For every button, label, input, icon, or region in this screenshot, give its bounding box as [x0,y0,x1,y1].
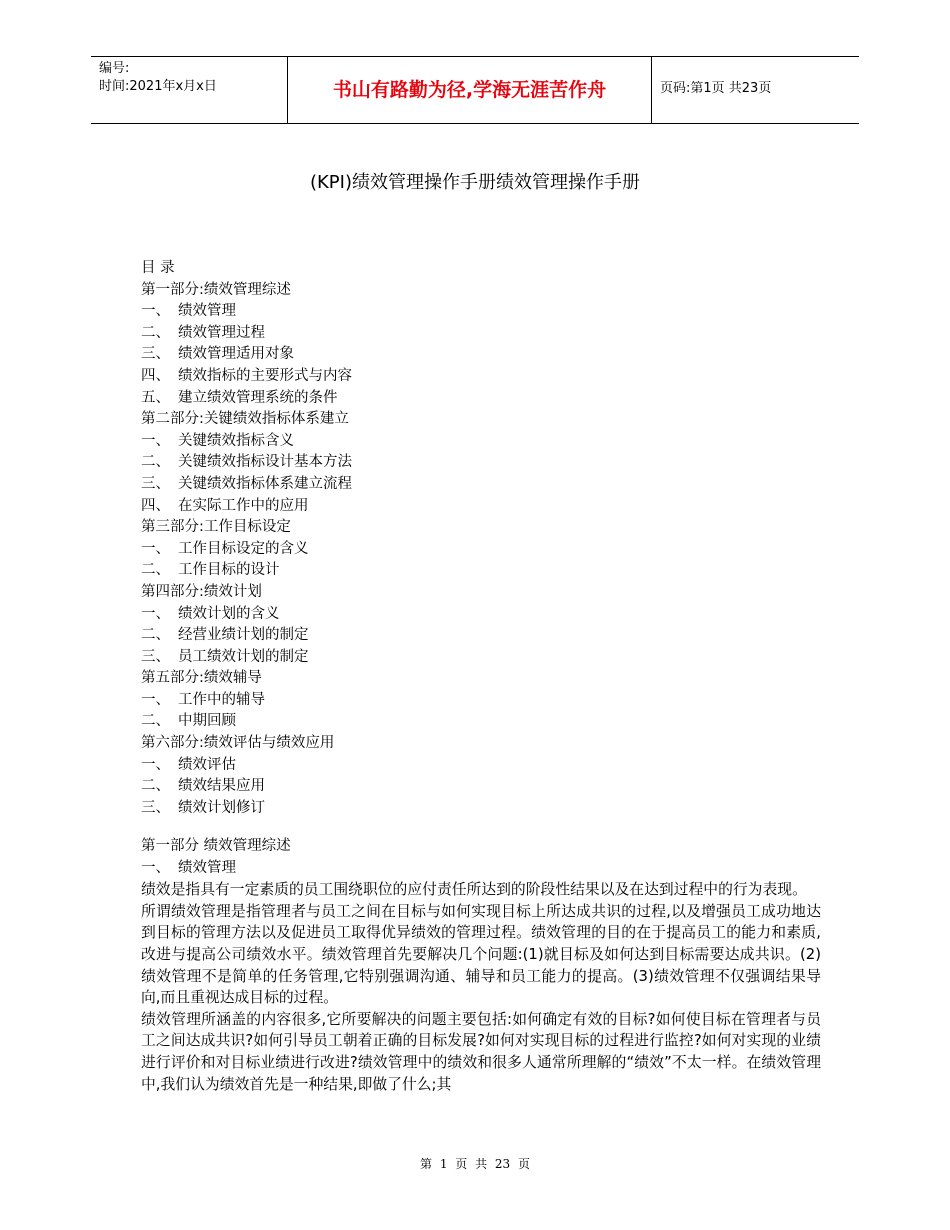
toc-item-number: 二、 [141,454,170,471]
toc-item-number: 三、 [141,475,170,492]
number-label: 编号: [99,61,130,76]
toc-item-text: 绩效评估 [178,756,236,773]
toc-item [141,366,831,388]
toc-item-text: 第六部分:绩效评估与绩效应用 [141,735,335,752]
toc-item-text: 绩效管理 [178,303,236,320]
toc-item-text: 绩效计划的含义 [178,605,280,622]
toc-item-text: 工作目标的设计 [178,562,280,579]
toc-item-text: 绩效指标的主要形式与内容 [178,367,352,384]
toc-item-text: 关键绩效指标设计基本方法 [178,454,352,471]
toc-item-number: 一、 [141,432,170,449]
toc-item-text: 第五部分:绩效辅导 [141,670,262,687]
toc-item-number: 一、 [141,303,170,320]
toc-part-heading [141,582,831,604]
toc-item-text: 员工绩效计划的制定 [178,648,309,665]
paragraph: 绩效管理所涵盖的内容很多,它所要解决的问题主要包括:如何确定有效的目标?如何使目标在管理者与员工之间达成共识?如何引导员工朝着正确的目标发展?如何对实现目标的过程进行监控?如何对实现的业绩进行评价和对目标业绩进行改进?绩效管理中的绩效和很多人通常所理解的“绩效”不太一样。在绩效管理中,我们认为绩效首先是一种结果,即做了什么;其 [141,1010,821,1093]
toc-item-number: 二、 [141,562,170,579]
toc-item-text: 绩效结果应用 [178,778,265,795]
toc-item-number: 一、 [141,540,170,557]
toc-item-text: 绩效计划修订 [178,799,265,816]
page-info: 页码:第1页 共23页 [660,81,772,96]
toc-item-number: 一、 [141,691,170,708]
section-part-one [141,836,821,1095]
toc-item-number: 二、 [141,778,170,795]
toc-item [141,647,831,669]
toc-item-text: 第二部分:关键绩效指标体系建立 [141,411,349,428]
toc-item [141,711,831,733]
motto-text: 书山有路勤为径,学海无涯苦作舟 [332,79,607,101]
toc-item [141,604,831,626]
toc-item-number: 四、 [141,497,170,514]
toc-item [141,560,831,582]
toc-item-number: 五、 [141,389,170,406]
toc-list [141,280,831,820]
toc-item [141,388,831,410]
toc-item [141,431,831,453]
toc-item [141,776,831,798]
toc-item-number: 三、 [141,346,170,363]
toc-item-number: 二、 [141,324,170,341]
toc-item [141,755,831,777]
toc-item-text: 关键绩效指标体系建立流程 [178,475,352,492]
time-line: 时间:2021年x月x日 [99,79,217,94]
toc-heading: 目 录 [141,260,175,276]
toc-item-text: 建立绩效管理系统的条件 [178,389,338,406]
toc-item [141,625,831,647]
subsection-title: 绩效管理 [178,859,236,876]
toc-item-text: 关键绩效指标含义 [178,432,294,449]
toc-item-text: 中期回顾 [178,713,236,730]
toc-item [141,474,831,496]
header-right-cell [651,57,859,123]
toc-item-text: 第四部分:绩效计划 [141,583,262,600]
toc-item-text: 经营业绩计划的制定 [178,627,309,644]
toc-item-number: 二、 [141,627,170,644]
table-of-contents [141,258,831,819]
toc-item [141,539,831,561]
toc-item-number: 一、 [141,756,170,773]
header-left-cell [91,57,287,123]
toc-part-heading [141,517,831,539]
toc-item [141,690,831,712]
toc-part-heading [141,733,831,755]
toc-item [141,798,831,820]
toc-item-number: 二、 [141,713,170,730]
toc-item [141,323,831,345]
toc-item-number: 三、 [141,799,170,816]
toc-item-number: 一、 [141,605,170,622]
toc-item-text: 第三部分:工作目标设定 [141,519,291,536]
toc-item-number: 三、 [141,648,170,665]
document-header [91,56,859,124]
paragraph: 绩效是指具有一定素质的员工围绕职位的应付责任所达到的阶段性结果以及在达到过程中的行为表现。 [141,881,807,899]
toc-item-text: 在实际工作中的应用 [178,497,309,514]
toc-item-text: 工作中的辅导 [178,691,265,708]
toc-part-heading [141,409,831,431]
toc-item-text: 绩效管理过程 [178,324,265,341]
toc-item [141,452,831,474]
subsection-heading [141,858,821,880]
section-heading: 第一部分 绩效管理综述 [141,838,291,854]
toc-item-number: 四、 [141,367,170,384]
toc-item [141,496,831,518]
toc-item-text: 绩效管理适用对象 [178,346,294,363]
toc-item-text: 工作目标设定的含义 [178,540,309,557]
paragraph: 所谓绩效管理是指管理者与员工之间在目标与如何实现目标上所达成共识的过程,以及增强员工成功地达到目标的管理方法以及促进员工取得优异绩效的管理过程。绩效管理的目的在于提高员工的能力和素质,改进与提高公司绩效水平。绩效管理首先要解决几个问题:(1)就目标及如何达到目标需要达成共识。(2)绩效管理不是简单的任务管理,它特别强调沟通、辅导和员工能力的提高。(3)绩效管理不仅强调结果导向,而且重视达成目标的过程。 [141,902,821,1007]
toc-item-text: 第一部分:绩效管理综述 [141,281,291,298]
toc-part-heading [141,280,831,302]
toc-item [141,344,831,366]
document-title: (KPI)绩效管理操作手册绩效管理操作手册 [309,172,640,193]
toc-part-heading [141,668,831,690]
page-footer: 第 1 页 共 23 页 [420,1157,530,1171]
subsection-number: 一、 [141,859,170,876]
header-center-cell [287,57,652,123]
toc-item [141,301,831,323]
